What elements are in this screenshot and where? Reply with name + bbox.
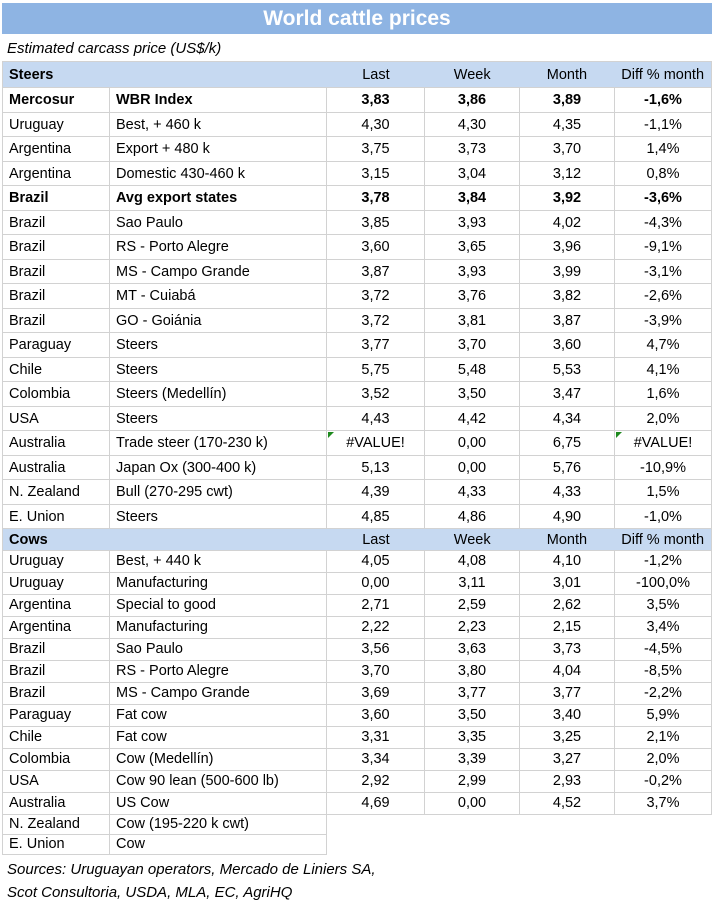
last-cell: 5,13 bbox=[327, 456, 425, 481]
diff-cell: 4,7% bbox=[615, 333, 712, 358]
table-row bbox=[2, 480, 712, 505]
table-row bbox=[2, 137, 712, 162]
region-cell: Chile bbox=[2, 358, 110, 383]
diff-cell: -9,1% bbox=[615, 235, 712, 260]
diff-cell: -1,0% bbox=[615, 505, 712, 530]
table-row bbox=[2, 749, 712, 771]
week-cell: 3,11 bbox=[425, 573, 520, 595]
col-header-last: Last bbox=[362, 532, 390, 548]
month-cell: 3,82 bbox=[520, 284, 615, 309]
table-row bbox=[2, 573, 712, 595]
week-cell: 3,80 bbox=[425, 661, 520, 683]
region-cell: Mercosur bbox=[2, 88, 110, 113]
desc-cell: Manufacturing bbox=[110, 573, 327, 595]
desc-cell: GO - Goiánia bbox=[110, 309, 327, 334]
week-cell: 3,77 bbox=[425, 683, 520, 705]
month-cell bbox=[520, 815, 615, 835]
last-cell bbox=[327, 835, 425, 855]
table-row bbox=[2, 211, 712, 236]
month-cell: 3,40 bbox=[520, 705, 615, 727]
week-cell: 3,73 bbox=[425, 137, 520, 162]
table-row bbox=[2, 235, 712, 260]
last-cell: 4,39 bbox=[327, 480, 425, 505]
last-cell: 5,75 bbox=[327, 358, 425, 383]
table-row bbox=[2, 284, 712, 309]
desc-cell: US Cow bbox=[110, 793, 327, 815]
last-cell: 3,87 bbox=[327, 260, 425, 285]
month-cell: 4,02 bbox=[520, 211, 615, 236]
month-cell: 5,76 bbox=[520, 456, 615, 481]
report-subtitle: Estimated carcass price (US$/k) bbox=[7, 40, 222, 57]
table-row bbox=[2, 595, 712, 617]
diff-cell: -10,9% bbox=[615, 456, 712, 481]
region-cell: Brazil bbox=[2, 309, 110, 334]
month-cell: 3,01 bbox=[520, 573, 615, 595]
month-cell: 3,70 bbox=[520, 137, 615, 162]
col-header-week: Week bbox=[453, 532, 491, 548]
week-cell: 3,50 bbox=[425, 382, 520, 407]
sources-note bbox=[7, 858, 716, 904]
diff-cell: 5,9% bbox=[615, 705, 712, 727]
region-cell: Brazil bbox=[2, 284, 110, 309]
last-cell: 4,69 bbox=[327, 793, 425, 815]
desc-cell: Manufacturing bbox=[110, 617, 327, 639]
diff-cell bbox=[615, 815, 712, 835]
desc-cell: Fat cow bbox=[110, 727, 327, 749]
region-cell: Paraguay bbox=[2, 333, 110, 358]
last-cell: 3,60 bbox=[327, 235, 425, 260]
table-row bbox=[2, 260, 712, 285]
week-cell: 3,93 bbox=[425, 211, 520, 236]
desc-cell: Fat cow bbox=[110, 705, 327, 727]
diff-cell: #VALUE! bbox=[615, 431, 712, 456]
desc-cell: Best, + 440 k bbox=[110, 551, 327, 573]
table-row bbox=[2, 162, 712, 187]
last-cell: 3,15 bbox=[327, 162, 425, 187]
region-cell: Argentina bbox=[2, 595, 110, 617]
price-table bbox=[2, 61, 712, 855]
desc-cell: WBR Index bbox=[110, 88, 327, 113]
month-cell: 4,52 bbox=[520, 793, 615, 815]
table-row bbox=[2, 771, 712, 793]
diff-cell: -1,1% bbox=[615, 113, 712, 138]
desc-cell: Best, + 460 k bbox=[110, 113, 327, 138]
last-cell: 4,43 bbox=[327, 407, 425, 432]
desc-cell: Cow (Medellín) bbox=[110, 749, 327, 771]
last-cell: 3,60 bbox=[327, 705, 425, 727]
month-cell: 4,04 bbox=[520, 661, 615, 683]
table-row bbox=[2, 551, 712, 573]
desc-cell: Special to good bbox=[110, 595, 327, 617]
desc-cell: Steers bbox=[110, 505, 327, 530]
month-cell: 3,89 bbox=[520, 88, 615, 113]
col-header-last: Last bbox=[362, 67, 390, 83]
month-cell: 3,12 bbox=[520, 162, 615, 187]
week-cell: 4,42 bbox=[425, 407, 520, 432]
last-cell bbox=[327, 815, 425, 835]
diff-cell: 3,7% bbox=[615, 793, 712, 815]
region-cell: Uruguay bbox=[2, 113, 110, 138]
diff-cell: 0,8% bbox=[615, 162, 712, 187]
section-header-row bbox=[2, 529, 712, 551]
last-cell: 3,85 bbox=[327, 211, 425, 236]
last-cell: 3,70 bbox=[327, 661, 425, 683]
sources-line-1: Sources: Uruguayan operators, Mercado de Liniers SA, bbox=[7, 861, 376, 878]
desc-cell: Cow 90 lean (500-600 lb) bbox=[110, 771, 327, 793]
month-cell: 3,96 bbox=[520, 235, 615, 260]
desc-cell: Japan Ox (300-400 k) bbox=[110, 456, 327, 481]
diff-cell: -1,2% bbox=[615, 551, 712, 573]
desc-cell: MS - Campo Grande bbox=[110, 260, 327, 285]
region-cell: E. Union bbox=[2, 835, 110, 855]
table-row bbox=[2, 407, 712, 432]
last-cell: 4,85 bbox=[327, 505, 425, 530]
week-cell: 3,65 bbox=[425, 235, 520, 260]
sources-line-2: Scot Consultoria, USDA, MLA, EC, AgriHQ bbox=[7, 884, 293, 901]
region-cell: Chile bbox=[2, 727, 110, 749]
week-cell: 3,70 bbox=[425, 333, 520, 358]
last-cell: 2,71 bbox=[327, 595, 425, 617]
region-cell: Colombia bbox=[2, 382, 110, 407]
table-row bbox=[2, 113, 712, 138]
last-cell: 4,05 bbox=[327, 551, 425, 573]
diff-cell: -100,0% bbox=[615, 573, 712, 595]
region-cell: N. Zealand bbox=[2, 480, 110, 505]
month-cell: 3,60 bbox=[520, 333, 615, 358]
table-row bbox=[2, 727, 712, 749]
desc-cell: Avg export states bbox=[110, 186, 327, 211]
section-label: Steers bbox=[9, 67, 54, 83]
diff-cell: 1,5% bbox=[615, 480, 712, 505]
diff-cell: 3,4% bbox=[615, 617, 712, 639]
week-cell: 0,00 bbox=[425, 456, 520, 481]
region-cell: Brazil bbox=[2, 186, 110, 211]
region-cell: Uruguay bbox=[2, 573, 110, 595]
region-cell: Argentina bbox=[2, 162, 110, 187]
last-cell: 3,69 bbox=[327, 683, 425, 705]
table-row bbox=[2, 835, 712, 855]
month-cell: 3,47 bbox=[520, 382, 615, 407]
last-cell: 4,30 bbox=[327, 113, 425, 138]
diff-cell: -3,6% bbox=[615, 186, 712, 211]
month-cell: 4,10 bbox=[520, 551, 615, 573]
desc-cell: Domestic 430-460 k bbox=[110, 162, 327, 187]
diff-cell: 1,6% bbox=[615, 382, 712, 407]
month-cell: 2,93 bbox=[520, 771, 615, 793]
week-cell: 3,39 bbox=[425, 749, 520, 771]
desc-cell: Sao Paulo bbox=[110, 211, 327, 236]
desc-cell: MT - Cuiabá bbox=[110, 284, 327, 309]
week-cell: 3,35 bbox=[425, 727, 520, 749]
table-row bbox=[2, 505, 712, 530]
region-cell: Argentina bbox=[2, 617, 110, 639]
table-row bbox=[2, 705, 712, 727]
diff-cell: -2,6% bbox=[615, 284, 712, 309]
region-cell: Brazil bbox=[2, 235, 110, 260]
last-cell: #VALUE! bbox=[327, 431, 425, 456]
last-cell: 3,77 bbox=[327, 333, 425, 358]
region-cell: Brazil bbox=[2, 639, 110, 661]
last-cell: 3,83 bbox=[327, 88, 425, 113]
desc-cell: RS - Porto Alegre bbox=[110, 235, 327, 260]
desc-cell: Sao Paulo bbox=[110, 639, 327, 661]
section-label: Cows bbox=[9, 532, 48, 548]
week-cell: 4,33 bbox=[425, 480, 520, 505]
section-header-row bbox=[2, 62, 712, 88]
diff-cell: -4,5% bbox=[615, 639, 712, 661]
last-cell: 3,31 bbox=[327, 727, 425, 749]
region-cell: USA bbox=[2, 407, 110, 432]
month-cell: 3,73 bbox=[520, 639, 615, 661]
region-cell: Brazil bbox=[2, 661, 110, 683]
week-cell: 0,00 bbox=[425, 793, 520, 815]
col-header-diff: Diff % month bbox=[621, 67, 705, 83]
table-row bbox=[2, 88, 712, 113]
region-cell: USA bbox=[2, 771, 110, 793]
diff-cell bbox=[615, 835, 712, 855]
desc-cell: Bull (270-295 cwt) bbox=[110, 480, 327, 505]
table-row bbox=[2, 309, 712, 334]
month-cell bbox=[520, 835, 615, 855]
diff-cell: 2,1% bbox=[615, 727, 712, 749]
month-cell: 4,90 bbox=[520, 505, 615, 530]
diff-cell: -2,2% bbox=[615, 683, 712, 705]
diff-cell: -3,1% bbox=[615, 260, 712, 285]
week-cell: 3,86 bbox=[425, 88, 520, 113]
month-cell: 4,33 bbox=[520, 480, 615, 505]
table-row bbox=[2, 639, 712, 661]
last-cell: 3,72 bbox=[327, 284, 425, 309]
month-cell: 4,35 bbox=[520, 113, 615, 138]
cattle-prices-report bbox=[0, 3, 716, 904]
table-row bbox=[2, 661, 712, 683]
region-cell: Brazil bbox=[2, 683, 110, 705]
desc-cell: Steers bbox=[110, 358, 327, 383]
week-cell: 4,08 bbox=[425, 551, 520, 573]
last-cell: 3,34 bbox=[327, 749, 425, 771]
table-row bbox=[2, 358, 712, 383]
table-row bbox=[2, 793, 712, 815]
month-cell: 2,15 bbox=[520, 617, 615, 639]
region-cell: Uruguay bbox=[2, 551, 110, 573]
month-cell: 2,62 bbox=[520, 595, 615, 617]
week-cell: 3,04 bbox=[425, 162, 520, 187]
desc-cell: MS - Campo Grande bbox=[110, 683, 327, 705]
desc-cell: Steers bbox=[110, 333, 327, 358]
week-cell: 4,86 bbox=[425, 505, 520, 530]
week-cell: 3,93 bbox=[425, 260, 520, 285]
week-cell: 3,76 bbox=[425, 284, 520, 309]
desc-cell: Cow (195-220 k cwt) bbox=[110, 815, 327, 835]
week-cell: 3,50 bbox=[425, 705, 520, 727]
diff-cell: 4,1% bbox=[615, 358, 712, 383]
desc-cell: Steers bbox=[110, 407, 327, 432]
table-row bbox=[2, 333, 712, 358]
diff-cell: 3,5% bbox=[615, 595, 712, 617]
region-cell: E. Union bbox=[2, 505, 110, 530]
region-cell: Paraguay bbox=[2, 705, 110, 727]
diff-cell: -4,3% bbox=[615, 211, 712, 236]
col-header-diff: Diff % month bbox=[621, 532, 705, 548]
diff-cell: 1,4% bbox=[615, 137, 712, 162]
week-cell: 3,84 bbox=[425, 186, 520, 211]
col-header-month: Month bbox=[546, 67, 588, 83]
last-cell: 3,52 bbox=[327, 382, 425, 407]
week-cell bbox=[425, 815, 520, 835]
table-row bbox=[2, 683, 712, 705]
last-cell: 3,72 bbox=[327, 309, 425, 334]
desc-cell: Steers (Medellín) bbox=[110, 382, 327, 407]
last-cell: 3,56 bbox=[327, 639, 425, 661]
table-row bbox=[2, 186, 712, 211]
table-row bbox=[2, 456, 712, 481]
desc-cell: RS - Porto Alegre bbox=[110, 661, 327, 683]
month-cell: 4,34 bbox=[520, 407, 615, 432]
month-cell: 3,77 bbox=[520, 683, 615, 705]
last-cell: 2,22 bbox=[327, 617, 425, 639]
diff-cell: -3,9% bbox=[615, 309, 712, 334]
month-cell: 3,25 bbox=[520, 727, 615, 749]
week-cell: 2,59 bbox=[425, 595, 520, 617]
last-cell: 3,78 bbox=[327, 186, 425, 211]
month-cell: 3,99 bbox=[520, 260, 615, 285]
week-cell: 3,63 bbox=[425, 639, 520, 661]
desc-cell: Trade steer (170-230 k) bbox=[110, 431, 327, 456]
last-cell: 2,92 bbox=[327, 771, 425, 793]
region-cell: Brazil bbox=[2, 260, 110, 285]
region-cell: Australia bbox=[2, 431, 110, 456]
last-cell: 0,00 bbox=[327, 573, 425, 595]
region-cell: Australia bbox=[2, 456, 110, 481]
month-cell: 5,53 bbox=[520, 358, 615, 383]
region-cell: Australia bbox=[2, 793, 110, 815]
col-header-week: Week bbox=[453, 67, 491, 83]
region-cell: Argentina bbox=[2, 137, 110, 162]
table-row bbox=[2, 382, 712, 407]
table-row bbox=[2, 815, 712, 835]
desc-cell: Export + 480 k bbox=[110, 137, 327, 162]
month-cell: 3,92 bbox=[520, 186, 615, 211]
region-cell: N. Zealand bbox=[2, 815, 110, 835]
diff-cell: -8,5% bbox=[615, 661, 712, 683]
diff-cell: -0,2% bbox=[615, 771, 712, 793]
report-title: World cattle prices bbox=[2, 3, 712, 34]
week-cell: 5,48 bbox=[425, 358, 520, 383]
region-cell: Brazil bbox=[2, 211, 110, 236]
week-cell: 0,00 bbox=[425, 431, 520, 456]
diff-cell: -1,6% bbox=[615, 88, 712, 113]
diff-cell: 2,0% bbox=[615, 407, 712, 432]
month-cell: 3,87 bbox=[520, 309, 615, 334]
month-cell: 6,75 bbox=[520, 431, 615, 456]
week-cell: 4,30 bbox=[425, 113, 520, 138]
diff-cell: 2,0% bbox=[615, 749, 712, 771]
week-cell: 2,99 bbox=[425, 771, 520, 793]
col-header-month: Month bbox=[546, 532, 588, 548]
week-cell: 3,81 bbox=[425, 309, 520, 334]
table-row bbox=[2, 431, 712, 456]
table-row bbox=[2, 617, 712, 639]
week-cell bbox=[425, 835, 520, 855]
week-cell: 2,23 bbox=[425, 617, 520, 639]
region-cell: Colombia bbox=[2, 749, 110, 771]
last-cell: 3,75 bbox=[327, 137, 425, 162]
desc-cell: Cow bbox=[110, 835, 327, 855]
month-cell: 3,27 bbox=[520, 749, 615, 771]
